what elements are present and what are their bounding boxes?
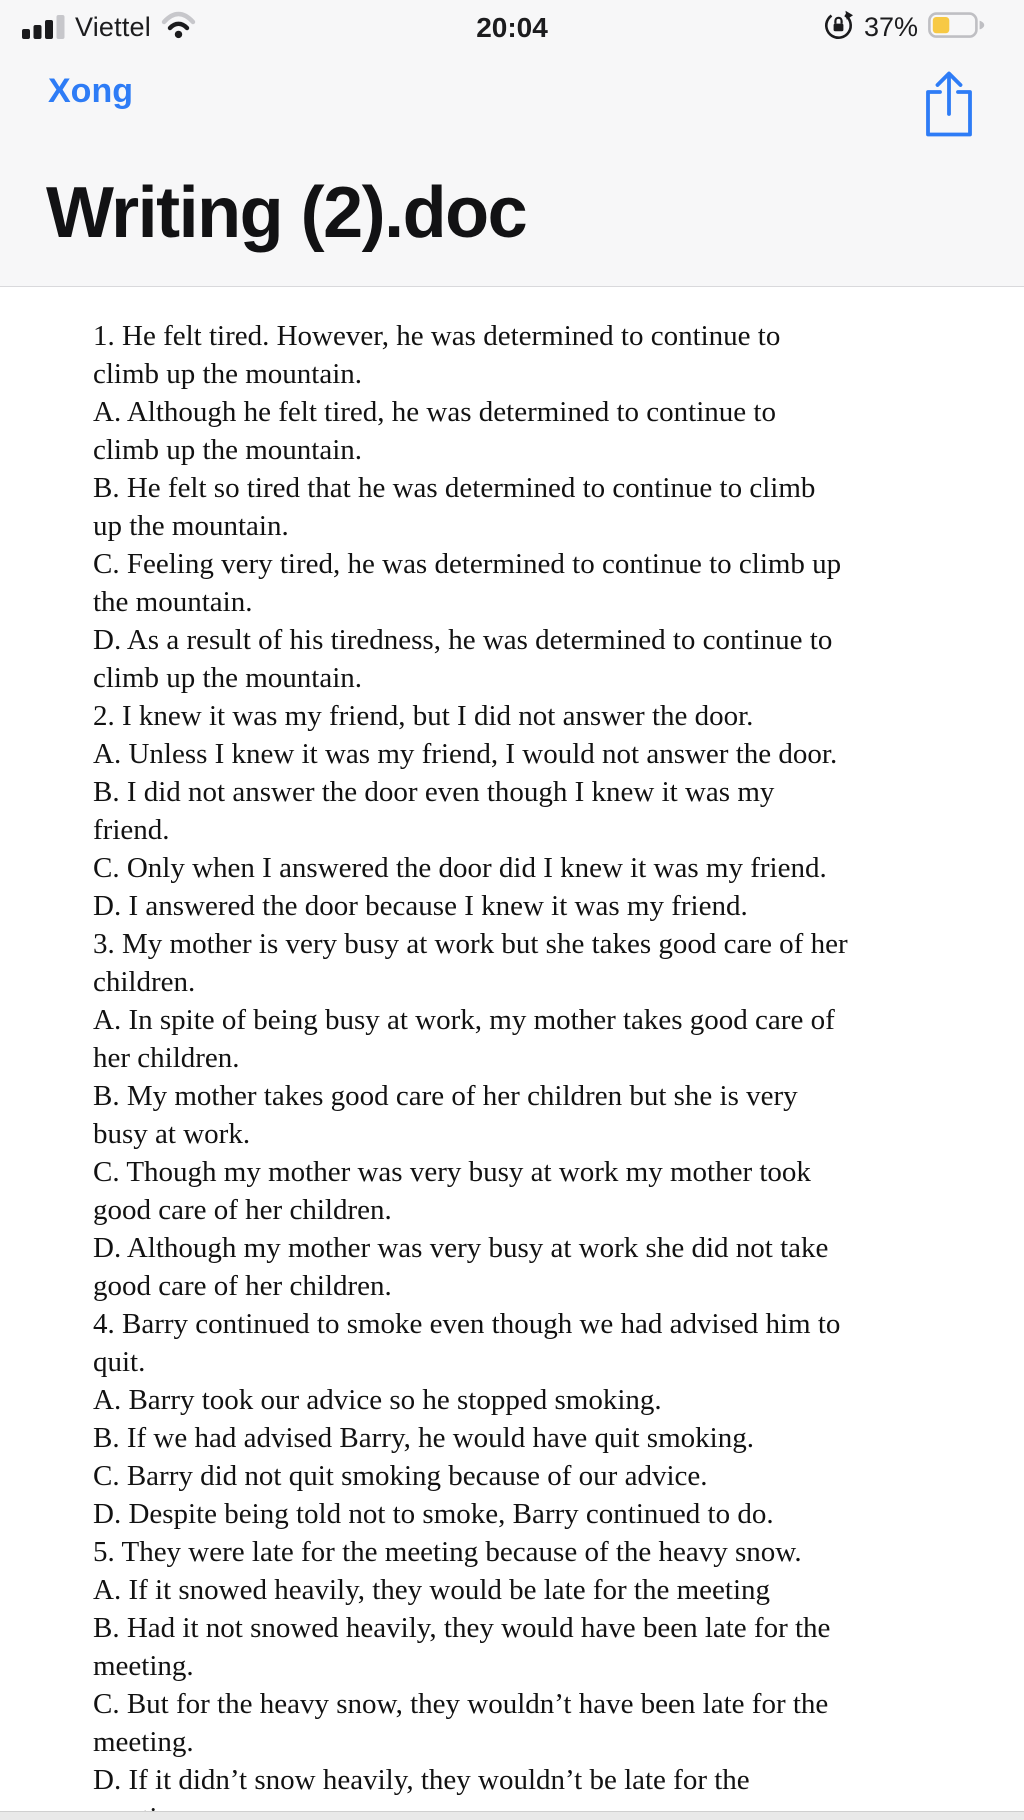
document-line: C. Barry did not quit smoking because of our advice. [93, 1460, 708, 1492]
document-preview-header [0, 0, 1024, 287]
document-line: C. But for the heavy snow, they wouldn’t have been late for the [93, 1688, 829, 1720]
share-icon [923, 126, 975, 141]
document-line: D. Although my mother was very busy at work she did not take [93, 1232, 829, 1264]
document-line: B. I did not answer the door even though I knew it was my [93, 776, 775, 808]
document-line: C. Feeling very tired, he was determined to continue to climb up [93, 548, 842, 580]
document-line: D. I answered the door because I knew it was my friend. [93, 890, 748, 922]
document-line: 1. He felt tired. However, he was determined to continue to [93, 320, 781, 352]
page-bottom-strip [0, 1811, 1024, 1820]
battery-icon [928, 12, 986, 44]
document-line: C. Though my mother was very busy at work my mother took [93, 1156, 811, 1188]
document-line: climb up the mountain. [93, 358, 363, 390]
document-line: A. Barry took our advice so he stopped smoking. [93, 1384, 662, 1416]
document-line: 5. They were late for the meeting because of the heavy snow. [93, 1536, 802, 1568]
document-line: B. If we had advised Barry, he would have quit smoking. [93, 1422, 754, 1454]
rotation-lock-icon [823, 10, 854, 46]
document-line: C. Only when I answered the door did I knew it was my friend. [93, 852, 827, 884]
status-bar [0, 0, 1024, 55]
document-line: B. My mother takes good care of her children but she is very [93, 1080, 798, 1112]
document-line: climb up the mountain. [93, 662, 363, 694]
document-line: busy at work. [93, 1118, 251, 1150]
document-line: quit. [93, 1346, 146, 1378]
document-line: 4. Barry continued to smoke even though we had advised him to [93, 1308, 841, 1340]
battery-percent-label: 37% [863, 12, 918, 42]
document-line: friend. [93, 814, 170, 846]
document-line: D. Despite being told not to smoke, Barry continued to do. [93, 1498, 774, 1530]
document-line: D. If it didn’t snow heavily, they wouldn’t be late for the [93, 1764, 750, 1796]
document-line: up the mountain. [93, 510, 289, 542]
document-line: 3. My mother is very busy at work but she takes good care of her [93, 928, 848, 960]
share-button[interactable] [923, 70, 975, 138]
document-line: B. He felt so tired that he was determined to continue to climb [93, 472, 816, 504]
document-line: climb up the mountain. [93, 434, 363, 466]
document-line: children. [93, 966, 196, 998]
document-line: meeting. [93, 1726, 194, 1758]
document-line: meeting. [93, 1650, 194, 1682]
document-line: A. If it snowed heavily, they would be late for the meeting [93, 1574, 771, 1606]
status-bar-right [823, 0, 986, 55]
document-line: B. Had it not snowed heavily, they would have been late for the [93, 1612, 831, 1644]
document-line: A. In spite of being busy at work, my mother takes good care of [93, 1004, 835, 1036]
carrier-label: Viettel [75, 12, 151, 42]
document-line: A. Unless I knew it was my friend, I would not answer the door. [93, 738, 838, 770]
status-time: 20:04 [476, 11, 548, 43]
document-line: good care of her children. [93, 1270, 392, 1302]
document-line: the mountain. [93, 586, 253, 618]
document-line: good care of her children. [93, 1194, 392, 1226]
document-line: her children. [93, 1042, 240, 1074]
document-line: 2. I knew it was my friend, but I did not answer the door. [93, 700, 754, 732]
document-title: Writing (2).doc [46, 173, 527, 253]
document-line: D. As a result of his tiredness, he was determined to continue to [93, 624, 833, 656]
done-button[interactable]: Xong [48, 72, 133, 110]
document-line: A. Although he felt tired, he was determined to continue to [93, 396, 776, 428]
document-content[interactable] [0, 287, 1024, 1820]
